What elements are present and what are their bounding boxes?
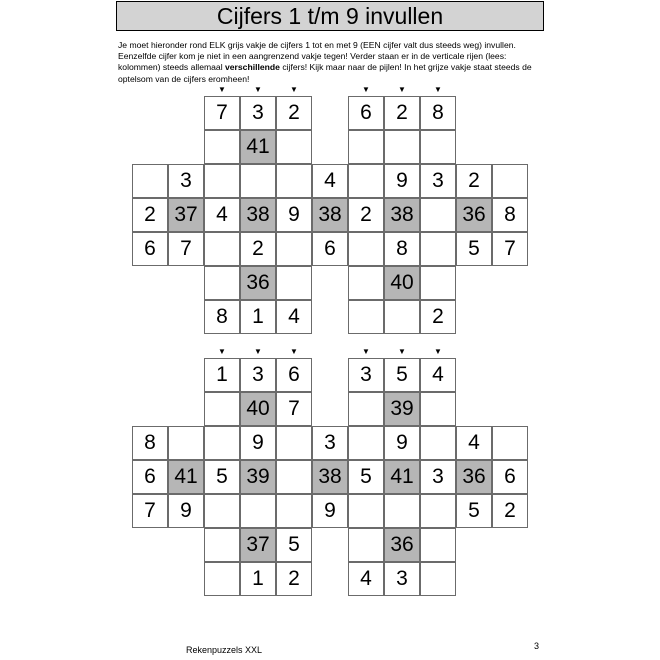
given-digit-cell: 3 [168,164,204,198]
given-digit-cell: 7 [168,232,204,266]
column-arrow-icon: ▼ [434,347,442,356]
empty-cell[interactable] [276,426,312,460]
given-digit-cell: 9 [276,198,312,232]
given-digit-cell: 2 [276,562,312,596]
empty-cell[interactable] [240,164,276,198]
column-arrow-icon: ▼ [290,85,298,94]
footer-book-title: Rekenpuzzels XXL [186,645,263,655]
given-digit-cell: 6 [492,460,528,494]
given-digit-cell: 3 [420,164,456,198]
empty-cell[interactable] [420,198,456,232]
given-digit-cell: 3 [312,426,348,460]
empty-cell[interactable] [384,130,420,164]
sum-cell: 38 [312,460,348,494]
empty-cell[interactable] [204,392,240,426]
given-digit-cell: 9 [384,164,420,198]
empty-cell[interactable] [420,562,456,596]
given-digit-cell: 3 [240,358,276,392]
given-digit-cell: 6 [312,232,348,266]
empty-cell[interactable] [420,130,456,164]
given-digit-cell: 6 [348,96,384,130]
empty-cell[interactable] [276,232,312,266]
empty-cell[interactable] [492,164,528,198]
given-digit-cell: 2 [384,96,420,130]
given-digit-cell: 9 [240,426,276,460]
given-digit-cell: 5 [276,528,312,562]
empty-cell[interactable] [348,232,384,266]
given-digit-cell: 7 [204,96,240,130]
given-digit-cell: 4 [276,300,312,334]
page-title: Cijfers 1 t/m 9 invullen [116,1,544,31]
column-arrow-icon: ▼ [290,347,298,356]
empty-cell[interactable] [420,232,456,266]
given-digit-cell: 5 [204,460,240,494]
sum-cell: 37 [168,198,204,232]
given-digit-cell: 9 [384,426,420,460]
empty-cell[interactable] [348,392,384,426]
empty-cell[interactable] [204,528,240,562]
given-digit-cell: 1 [240,300,276,334]
given-digit-cell: 3 [384,562,420,596]
empty-cell[interactable] [420,426,456,460]
empty-cell[interactable] [204,130,240,164]
empty-cell[interactable] [492,426,528,460]
empty-cell[interactable] [348,300,384,334]
puzzle-grid-1 [132,86,528,336]
sum-cell: 40 [384,266,420,300]
given-digit-cell: 7 [492,232,528,266]
sum-cell: 38 [384,198,420,232]
column-arrow-icon: ▼ [362,85,370,94]
sum-cell: 41 [240,130,276,164]
sum-cell: 37 [240,528,276,562]
column-arrow-icon: ▼ [398,347,406,356]
given-digit-cell: 3 [420,460,456,494]
instructions-part1: Je moet hieronder rond ELK grijs vakje de cijfers 1 tot en met 9 (EEN cijfer valt dus steeds weg) invullen. Eenzelfde cijfer kom je niet in een aangrenzend vakje tegen! Verder staan er in de verticale rijen (lees: kolommen) steeds allemaal [118,40,516,73]
page-number: 3 [534,641,540,651]
sum-cell: 36 [456,198,492,232]
given-digit-cell: 7 [132,494,168,528]
column-arrow-icon: ▼ [362,347,370,356]
given-digit-cell: 8 [132,426,168,460]
given-digit-cell: 6 [276,358,312,392]
given-digit-cell: 8 [492,198,528,232]
empty-cell[interactable] [420,494,456,528]
given-digit-cell: 2 [132,198,168,232]
empty-cell[interactable] [276,494,312,528]
given-digit-cell: 6 [132,460,168,494]
given-digit-cell: 9 [312,494,348,528]
empty-cell[interactable] [276,266,312,300]
instructions-bold: verschillende [225,62,280,73]
given-digit-cell: 2 [348,198,384,232]
column-arrow-icon: ▼ [398,85,406,94]
empty-cell[interactable] [276,130,312,164]
empty-cell[interactable] [384,300,420,334]
given-digit-cell: 5 [348,460,384,494]
given-digit-cell: 4 [312,164,348,198]
sum-cell: 38 [312,198,348,232]
empty-cell[interactable] [204,494,240,528]
column-arrow-icon: ▼ [254,347,262,356]
sum-cell: 41 [384,460,420,494]
given-digit-cell: 8 [384,232,420,266]
given-digit-cell: 4 [420,358,456,392]
sum-cell: 39 [240,460,276,494]
given-digit-cell: 1 [204,358,240,392]
empty-cell[interactable] [168,426,204,460]
empty-cell[interactable] [384,494,420,528]
empty-cell[interactable] [204,232,240,266]
given-digit-cell: 7 [276,392,312,426]
given-digit-cell: 5 [456,494,492,528]
sum-cell: 41 [168,460,204,494]
given-digit-cell: 9 [168,494,204,528]
given-digit-cell: 6 [132,232,168,266]
given-digit-cell: 3 [348,358,384,392]
empty-cell[interactable] [204,562,240,596]
puzzle-grid-2 [132,348,528,598]
given-digit-cell: 5 [456,232,492,266]
empty-cell[interactable] [348,494,384,528]
column-arrow-icon: ▼ [254,85,262,94]
sum-cell: 40 [240,392,276,426]
sum-cell: 36 [240,266,276,300]
given-digit-cell: 4 [204,198,240,232]
empty-cell[interactable] [276,164,312,198]
given-digit-cell: 8 [420,96,456,130]
empty-cell[interactable] [240,494,276,528]
instructions-text [118,40,546,85]
empty-cell[interactable] [276,460,312,494]
column-arrow-icon: ▼ [218,85,226,94]
given-digit-cell: 2 [420,300,456,334]
empty-cell[interactable] [420,266,456,300]
empty-cell[interactable] [348,266,384,300]
instructions-part2: cijfers! Kijk maar naar de pijlen! In het grijze vakje staat steeds de optelsom van de cijfers eromheen! [118,62,532,84]
given-digit-cell: 3 [240,96,276,130]
empty-cell[interactable] [348,164,384,198]
empty-cell[interactable] [420,392,456,426]
given-digit-cell: 2 [492,494,528,528]
empty-cell[interactable] [204,164,240,198]
given-digit-cell: 4 [348,562,384,596]
empty-cell[interactable] [132,164,168,198]
empty-cell[interactable] [348,130,384,164]
given-digit-cell: 2 [276,96,312,130]
empty-cell[interactable] [204,266,240,300]
given-digit-cell: 5 [384,358,420,392]
sum-cell: 36 [384,528,420,562]
empty-cell[interactable] [348,426,384,460]
column-arrow-icon: ▼ [218,347,226,356]
sum-cell: 36 [456,460,492,494]
given-digit-cell: 4 [456,426,492,460]
empty-cell[interactable] [204,426,240,460]
given-digit-cell: 8 [204,300,240,334]
sum-cell: 39 [384,392,420,426]
sum-cell: 38 [240,198,276,232]
given-digit-cell: 1 [240,562,276,596]
given-digit-cell: 2 [456,164,492,198]
given-digit-cell: 2 [240,232,276,266]
empty-cell[interactable] [348,528,384,562]
column-arrow-icon: ▼ [434,85,442,94]
empty-cell[interactable] [420,528,456,562]
